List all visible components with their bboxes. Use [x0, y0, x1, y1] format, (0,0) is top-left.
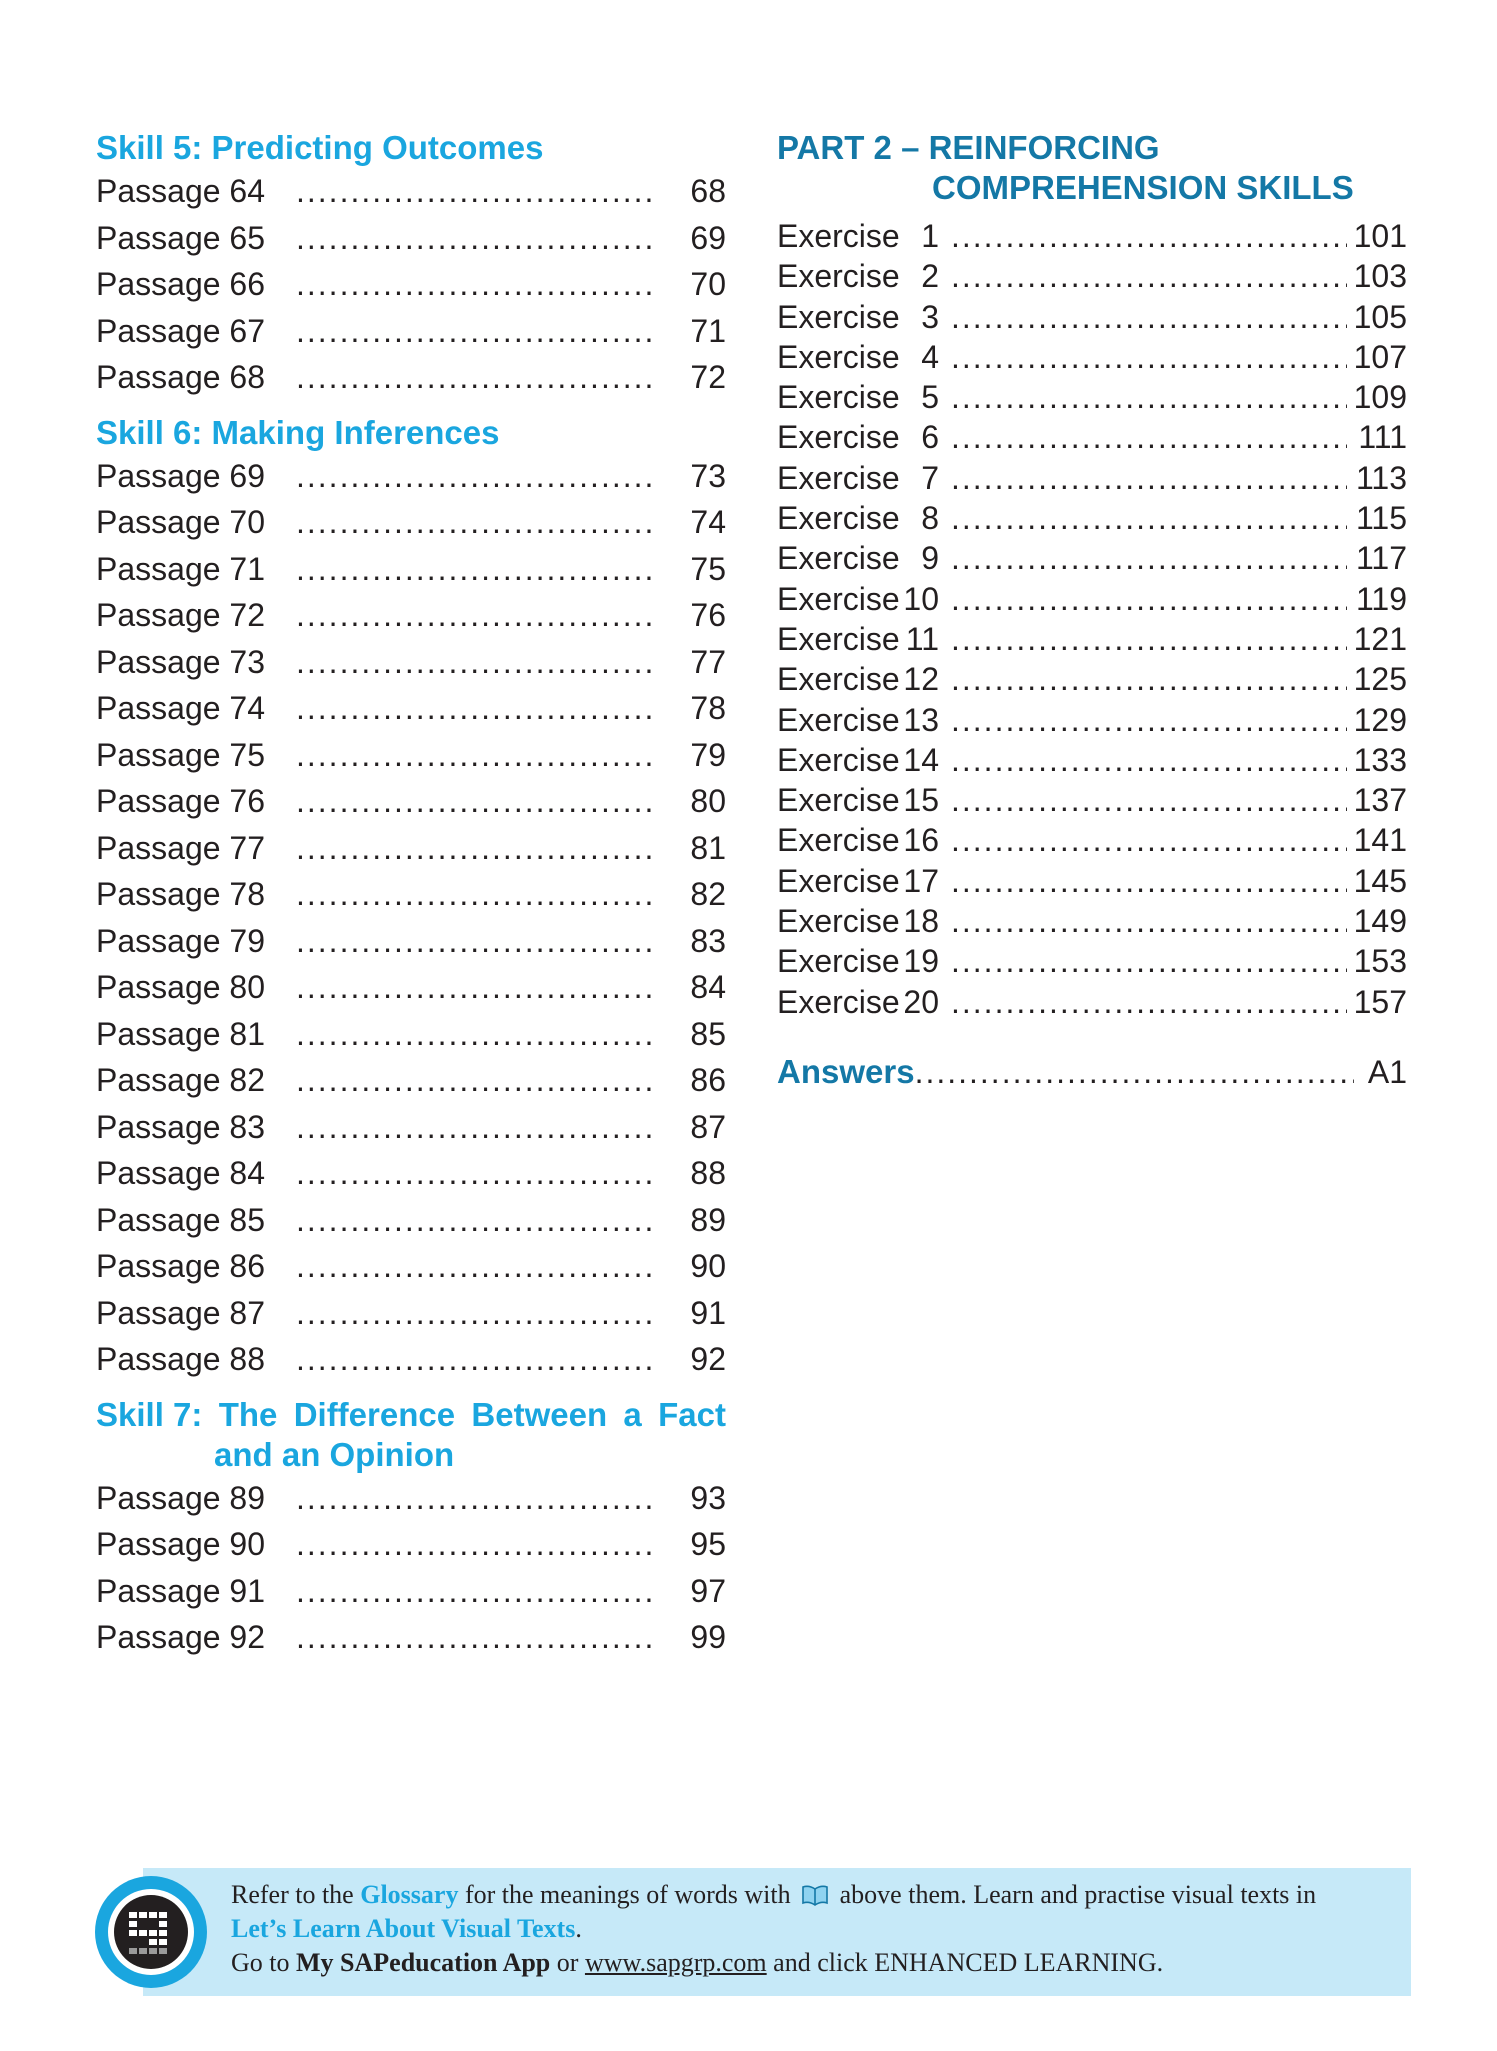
entry-label: Passage 84 — [96, 1155, 266, 1191]
entry-page: 137 — [1353, 782, 1407, 819]
leader-dots — [296, 1197, 654, 1244]
part2-heading-line1: PART 2 – REINFORCING — [777, 129, 1160, 166]
entry-page: 145 — [1353, 862, 1407, 899]
answers-label: Answers — [777, 1052, 915, 1090]
leader-dots — [296, 354, 654, 401]
entry-label: Exercise — [777, 298, 900, 335]
entry-label: Passage 87 — [96, 1294, 266, 1331]
leader-dots — [951, 458, 1347, 498]
entry-label: Exercise — [777, 983, 900, 1020]
entry-number: 1 — [921, 218, 939, 254]
leader-dots — [296, 1568, 654, 1615]
entry-page: 93 — [690, 1479, 726, 1516]
entry-page: 109 — [1353, 379, 1407, 416]
leader-dots — [296, 1057, 654, 1104]
entry-label: Exercise — [777, 580, 900, 617]
answers-page: A1 — [1367, 1053, 1407, 1090]
footer-text-part: and click ENHANCED LEARNING. — [766, 1948, 1164, 1977]
entry-number: 20 — [903, 983, 939, 1020]
entry-page: 97 — [690, 1572, 726, 1609]
toc-entry[interactable] — [96, 546, 726, 593]
leader-dots — [951, 659, 1347, 699]
entry-page: 72 — [690, 359, 726, 395]
app-logo-icon — [95, 1876, 207, 1988]
entry-label: Exercise — [777, 822, 900, 859]
leader-dots — [296, 1011, 654, 1058]
entry-page: 81 — [690, 829, 726, 866]
entry-label: Passage 81 — [96, 1015, 266, 1052]
leader-dots — [296, 778, 654, 825]
toc-entry[interactable] — [96, 1290, 726, 1337]
entry-label: Passage 74 — [96, 690, 266, 726]
entry-label: Passage 92 — [96, 1619, 266, 1655]
toc-entry[interactable] — [96, 215, 726, 262]
entry-label: Exercise — [777, 379, 900, 416]
skill7-heading — [96, 1395, 726, 1475]
entry-label: Exercise — [777, 782, 900, 819]
footer-banner — [143, 1868, 1411, 1996]
leader-dots — [951, 861, 1347, 901]
entry-page: 113 — [1355, 459, 1407, 496]
leader-dots — [296, 639, 654, 686]
leader-dots — [296, 825, 654, 872]
toc-entry[interactable] — [96, 918, 726, 965]
entry-label: Exercise — [777, 258, 900, 295]
leader-dots — [296, 546, 654, 593]
leader-dots — [951, 780, 1347, 820]
entry-label: Exercise — [777, 701, 900, 738]
leader-dots — [951, 256, 1347, 296]
entry-label: Passage 71 — [96, 550, 266, 587]
toc-entry[interactable] — [777, 579, 1407, 619]
toc-entry[interactable] — [96, 261, 726, 308]
toc-entry[interactable] — [777, 740, 1407, 780]
entry-page: 95 — [690, 1526, 726, 1562]
entry-label: Passage 77 — [96, 829, 266, 866]
entry-page: 76 — [690, 597, 726, 633]
toc-entry[interactable] — [777, 901, 1407, 941]
footer-text — [231, 1878, 1395, 1980]
entry-page: 77 — [690, 643, 726, 680]
toc-entry[interactable] — [96, 1011, 726, 1058]
entry-number: 6 — [921, 419, 939, 456]
footer-text-part: . — [575, 1914, 582, 1943]
entry-page: 153 — [1353, 943, 1407, 980]
entry-page: 101 — [1353, 218, 1407, 254]
toc-entry[interactable] — [777, 619, 1407, 659]
entry-label: Passage 88 — [96, 1341, 266, 1377]
toc-entry[interactable] — [96, 639, 726, 686]
leader-dots — [951, 820, 1347, 860]
leader-dots — [951, 337, 1347, 377]
toc-entry[interactable] — [96, 871, 726, 918]
entry-label: Exercise — [777, 459, 900, 496]
leader-dots — [951, 740, 1347, 780]
entry-number: 16 — [903, 822, 939, 859]
toc-entry[interactable] — [777, 982, 1407, 1022]
leader-dots — [951, 216, 1347, 256]
leader-dots — [951, 498, 1347, 538]
skill5-heading: Skill 5: Predicting Outcomes — [96, 129, 544, 166]
answers-entry[interactable] — [777, 1050, 1407, 1094]
entry-label: Passage 76 — [96, 783, 266, 819]
entry-page: 125 — [1353, 661, 1407, 698]
entry-label: Passage 75 — [96, 736, 266, 773]
leader-dots — [951, 579, 1347, 619]
entry-page: 68 — [690, 173, 726, 209]
entry-page: 157 — [1353, 983, 1407, 1020]
entry-label: Passage 65 — [96, 219, 266, 256]
entry-page: 141 — [1353, 822, 1407, 859]
toc-entry[interactable] — [96, 354, 726, 401]
entry-page: 73 — [690, 457, 726, 494]
entry-page: 117 — [1355, 540, 1407, 577]
skill7-word: Difference — [293, 1395, 456, 1433]
leader-dots — [296, 1150, 654, 1197]
entry-page: 83 — [690, 922, 726, 959]
entry-number: 13 — [903, 701, 939, 738]
leader-dots — [296, 1614, 654, 1661]
toc-entry[interactable] — [96, 1521, 726, 1568]
entry-label: Exercise — [777, 943, 900, 980]
entry-label: Exercise — [777, 338, 900, 375]
leader-dots — [296, 499, 654, 546]
skill7-heading-line2: and an Opinion — [214, 1435, 455, 1473]
visual-texts-link[interactable]: Let’s Learn About Visual Texts — [231, 1914, 576, 1943]
leader-dots — [296, 453, 654, 500]
entry-label: Exercise — [777, 661, 900, 698]
toc-entry[interactable] — [777, 780, 1407, 820]
entry-page: 89 — [690, 1201, 726, 1238]
entry-number: 15 — [903, 782, 939, 819]
toc-entry[interactable] — [777, 377, 1407, 417]
toc-entry[interactable] — [96, 685, 726, 732]
left-column — [96, 128, 726, 1661]
entry-label: Passage 68 — [96, 359, 266, 395]
toc-entry[interactable] — [96, 1057, 726, 1104]
leader-dots — [951, 941, 1347, 981]
entry-number: 14 — [903, 741, 939, 778]
entry-number: 17 — [903, 862, 939, 899]
entry-page: 80 — [690, 783, 726, 819]
entry-label: Passage 70 — [96, 504, 266, 540]
entry-label: Passage 69 — [96, 457, 266, 494]
leader-dots — [951, 982, 1347, 1022]
leader-dots — [296, 1243, 654, 1290]
open-book-icon — [801, 1884, 829, 1906]
leader-dots — [296, 918, 654, 965]
toc-entry[interactable] — [777, 941, 1407, 981]
entry-number: 11 — [905, 620, 939, 657]
entry-page: 79 — [690, 736, 726, 773]
entry-page: 75 — [690, 550, 726, 587]
toc-entry[interactable] — [96, 732, 726, 779]
website-link[interactable]: www.sapgrp.com — [584, 1948, 767, 1977]
skill6-list — [96, 453, 726, 1383]
entry-label: Passage 86 — [96, 1248, 266, 1284]
entry-page: 103 — [1353, 258, 1407, 295]
toc-entry[interactable] — [777, 861, 1407, 901]
toc-entry[interactable] — [777, 820, 1407, 860]
entry-label: Exercise — [777, 500, 900, 537]
leader-dots — [296, 215, 654, 262]
entry-page: 85 — [690, 1015, 726, 1052]
toc-entry[interactable] — [96, 1614, 726, 1661]
toc-entry[interactable] — [96, 453, 726, 500]
skill7-word: Skill 7: — [96, 1395, 203, 1433]
toc-entry[interactable] — [777, 297, 1407, 337]
part2-list — [777, 216, 1407, 1022]
entry-number: 10 — [903, 580, 939, 617]
leader-dots — [951, 377, 1347, 417]
entry-number: 18 — [903, 903, 939, 940]
entry-page: 84 — [690, 969, 726, 1005]
leader-dots — [296, 308, 654, 355]
entry-number: 7 — [921, 459, 939, 496]
entry-label: Passage 80 — [96, 969, 266, 1005]
toc-entry[interactable] — [96, 1150, 726, 1197]
toc-entry[interactable] — [96, 1243, 726, 1290]
entry-number: 12 — [903, 661, 939, 698]
leader-dots — [951, 297, 1347, 337]
entry-label: Passage 67 — [96, 312, 266, 349]
entry-label: Passage 83 — [96, 1108, 266, 1145]
entry-page: 133 — [1353, 741, 1407, 778]
leader-dots — [296, 732, 654, 779]
right-column — [777, 128, 1407, 1094]
toc-entry[interactable] — [96, 964, 726, 1011]
toc-entry[interactable] — [96, 1197, 726, 1244]
skill7-list — [96, 1475, 726, 1661]
entry-number: 9 — [921, 540, 939, 577]
entry-number: 5 — [921, 379, 939, 416]
entry-number: 2 — [921, 258, 939, 295]
toc-entry[interactable] — [96, 1475, 726, 1522]
toc-entry[interactable] — [777, 659, 1407, 699]
toc-entry[interactable] — [96, 168, 726, 215]
toc-entry[interactable] — [96, 778, 726, 825]
entry-label: Exercise — [777, 419, 900, 456]
leader-dots — [296, 592, 654, 639]
leader-dots — [296, 261, 654, 308]
footer-text-part: for the meanings of words with — [458, 1880, 798, 1909]
skill6-heading: Skill 6: Making Inferences — [96, 413, 500, 451]
entry-number: 19 — [903, 943, 939, 980]
leader-dots — [296, 964, 654, 1011]
entry-page: 87 — [690, 1108, 726, 1145]
entry-number: 4 — [921, 338, 939, 375]
entry-page: 91 — [690, 1294, 726, 1331]
toc-entry[interactable] — [96, 825, 726, 872]
entry-number: 8 — [921, 500, 939, 537]
toc-entry[interactable] — [777, 417, 1407, 457]
entry-page: 129 — [1353, 701, 1407, 738]
leader-dots — [296, 1521, 654, 1568]
leader-dots — [296, 1475, 654, 1522]
entry-label: Passage 90 — [96, 1526, 266, 1562]
entry-label: Exercise — [777, 620, 900, 657]
toc-entry[interactable] — [96, 1336, 726, 1383]
part2-heading — [777, 128, 1407, 208]
entry-label: Passage 89 — [96, 1479, 266, 1516]
entry-page: 105 — [1353, 298, 1407, 335]
entry-page: 78 — [690, 690, 726, 726]
leader-dots — [951, 700, 1347, 740]
leader-dots — [951, 901, 1347, 941]
entry-page: 119 — [1355, 580, 1407, 617]
entry-label: Passage 85 — [96, 1201, 266, 1238]
entry-number: 3 — [921, 298, 939, 335]
entry-page: 107 — [1353, 338, 1407, 375]
footer-text-part: Go to — [231, 1948, 296, 1977]
leader-dots — [296, 685, 654, 732]
skill7-heading-line1 — [96, 1395, 726, 1435]
toc-entry[interactable] — [777, 337, 1407, 377]
entry-label: Exercise — [777, 741, 900, 778]
entry-label: Passage 66 — [96, 266, 266, 302]
leader-dots — [951, 538, 1347, 578]
footer-text-part: or — [550, 1948, 585, 1977]
entry-page: 90 — [690, 1248, 726, 1284]
entry-page: 121 — [1353, 620, 1407, 657]
entry-label: Passage 64 — [96, 173, 266, 209]
toc-entry[interactable] — [777, 498, 1407, 538]
skill7-word: Between — [471, 1395, 608, 1433]
toc-entry[interactable] — [777, 700, 1407, 740]
entry-label: Passage 91 — [96, 1572, 266, 1609]
glossary-link[interactable]: Glossary — [360, 1880, 459, 1909]
entry-label: Passage 73 — [96, 643, 266, 680]
leader-dots — [951, 619, 1347, 659]
entry-page: 111 — [1358, 419, 1407, 456]
toc-entry[interactable] — [96, 1568, 726, 1615]
entry-label: Passage 79 — [96, 922, 266, 959]
entry-page: 69 — [690, 219, 726, 256]
leader-dots — [951, 417, 1347, 457]
toc-entry[interactable] — [96, 499, 726, 546]
entry-page: 71 — [690, 312, 726, 349]
entry-label: Passage 82 — [96, 1062, 266, 1098]
toc-entry[interactable] — [777, 538, 1407, 578]
entry-label: Exercise — [777, 218, 900, 254]
entry-page: 92 — [690, 1341, 726, 1377]
entry-page: 88 — [690, 1155, 726, 1191]
entry-page: 149 — [1353, 903, 1407, 940]
entry-label: Exercise — [777, 540, 900, 577]
toc-entry[interactable] — [777, 256, 1407, 296]
toc-entry[interactable] — [96, 308, 726, 355]
skill5-list — [96, 168, 726, 401]
leader-dots — [296, 168, 654, 215]
toc-entry[interactable] — [777, 216, 1407, 256]
toc-entry[interactable] — [777, 458, 1407, 498]
part2-heading-line2: COMPREHENSION SKILLS — [932, 169, 1354, 206]
footer-text-part: above them. Learn and practise visual texts in — [833, 1880, 1317, 1909]
entry-label: Exercise — [777, 862, 900, 899]
leader-dots — [296, 871, 654, 918]
footer-text-part: Refer to the — [231, 1880, 361, 1909]
entry-page: 86 — [690, 1062, 726, 1098]
toc-entry[interactable] — [96, 1104, 726, 1151]
app-name: My SAPeducation App — [296, 1948, 551, 1977]
entry-label: Exercise — [777, 903, 900, 940]
entry-page: 115 — [1355, 500, 1407, 537]
leader-dots — [296, 1336, 654, 1383]
leader-dots — [915, 1050, 1354, 1094]
entry-page: 99 — [690, 1619, 726, 1655]
entry-page: 70 — [690, 266, 726, 302]
skill7-word: The — [218, 1395, 278, 1433]
skill7-word: Fact — [658, 1395, 726, 1433]
entry-page: 82 — [690, 876, 726, 912]
skill7-word: a — [623, 1395, 642, 1433]
leader-dots — [296, 1290, 654, 1337]
toc-entry[interactable] — [96, 592, 726, 639]
leader-dots — [296, 1104, 654, 1151]
entry-label: Passage 72 — [96, 597, 266, 633]
entry-page: 74 — [690, 504, 726, 540]
entry-label: Passage 78 — [96, 876, 266, 912]
